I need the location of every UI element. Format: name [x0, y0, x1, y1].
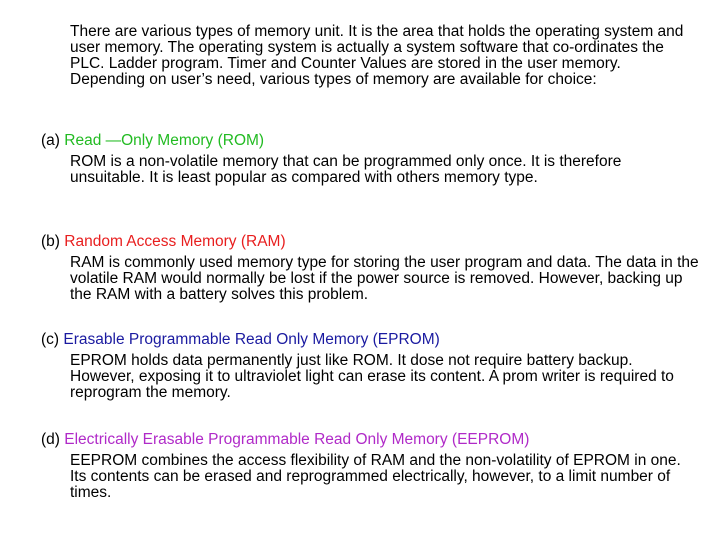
item-title-ram: Random Access Memory (RAM): [64, 233, 286, 250]
intro-paragraph: There are various types of memory unit. It is the area that holds the operating system and user memory. The operating system is actually a system software that co-ordinates the PLC. Ladder program. Timer and Counter Values are stored in the user memory. Depending on user’s need, various types of memory are available for choice:: [70, 23, 684, 88]
item-ram-heading: [41, 233, 286, 250]
item-marker: (b): [41, 233, 60, 250]
item-body-ram: RAM is commonly used memory type for storing the user program and data. The data in the volatile RAM would normally be lost if the power source is removed. However, backing up the RAM with a battery solves this problem.: [70, 254, 699, 303]
item-marker: (a): [41, 132, 60, 149]
item-marker: (d): [41, 431, 60, 448]
item-body-eeprom: EEPROM combines the access flexibility of RAM and the non-volatility of EPROM in one. Its contents can be erased and reprogrammed electrically, however, to a limit number of times.: [70, 452, 681, 501]
item-title-eprom: Erasable Programmable Read Only Memory (EPROM): [63, 331, 440, 348]
item-title-eeprom: Electrically Erasable Programmable Read Only Memory (EEPROM): [64, 431, 530, 448]
item-marker: (c): [41, 331, 60, 348]
item-eeprom-heading: [41, 431, 529, 448]
item-body-eprom: EPROM holds data permanently just like ROM. It dose not require battery backup. However, exposing it to ultraviolet light can erase its content. A prom writer is required to reprogram the memory.: [70, 352, 674, 401]
item-eprom-heading: [41, 331, 440, 348]
item-title-rom: Read —Only Memory (ROM): [64, 132, 265, 149]
item-rom-heading: [41, 132, 264, 149]
item-body-rom: ROM is a non-volatile memory that can be programmed only once. It is therefore unsuitable. It is least popular as compared with others memory type.: [70, 153, 622, 186]
